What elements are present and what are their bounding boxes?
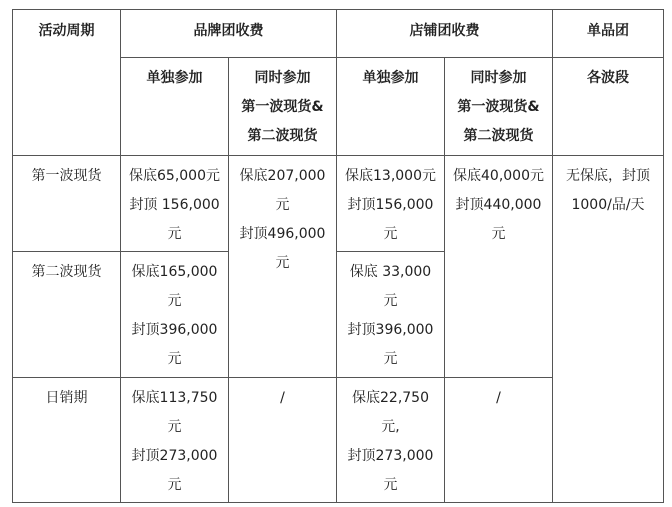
- header-brand-solo: [121, 58, 229, 156]
- header-store-group: [337, 10, 553, 58]
- header-store-joint-line: 第二波现货: [463, 128, 534, 144]
- cell-line: /: [496, 390, 501, 406]
- cell-line: 封顶156,000: [347, 197, 434, 213]
- cell-line: 保底65,000元: [129, 168, 220, 184]
- header-row-1: [13, 10, 664, 58]
- header-brand-joint: [229, 58, 337, 156]
- header-single-all-text: 各波段: [587, 70, 629, 86]
- cell-line: 封顶496,000: [239, 226, 326, 242]
- cell-single-all: [553, 156, 664, 503]
- cell-line: 元: [167, 293, 182, 309]
- header-store-joint-line: 第一波现货&: [457, 99, 540, 115]
- cell-line: 元: [383, 293, 398, 309]
- header-single-group-text: 单品团: [587, 23, 629, 39]
- header-store-joint-line: 同时参加: [470, 70, 527, 86]
- cell-line: 无保底，封顶: [566, 168, 650, 184]
- cell-line: 元: [167, 419, 182, 435]
- row-wave1: [13, 156, 664, 252]
- row-label-text: 第二波现货: [31, 264, 102, 280]
- row-label-wave1: [13, 156, 121, 252]
- header-store-solo-text: 单独参加: [362, 70, 419, 86]
- header-brand-joint-line: 第一波现货&: [241, 99, 324, 115]
- header-brand-joint-line: 同时参加: [254, 70, 311, 86]
- cell-wave1-store-solo: [337, 156, 445, 252]
- header-brand-joint-line: 第二波现货: [247, 128, 318, 144]
- cell-line: 封顶 156,000: [129, 197, 220, 213]
- cell-store-joint: [445, 156, 553, 378]
- cell-line: 封顶440,000: [455, 197, 542, 213]
- cell-line: 保底207,000: [239, 168, 326, 184]
- cell-line: 封顶273,000: [131, 448, 218, 464]
- row-label-daily: [13, 378, 121, 503]
- cell-line: 元: [383, 477, 398, 493]
- fee-table: [12, 9, 664, 503]
- header-period-text: 活动周期: [38, 23, 95, 39]
- cell-daily-brand-joint: [229, 378, 337, 503]
- row-label-text: 第一波现货: [31, 168, 102, 184]
- cell-daily-brand-solo: [121, 378, 229, 503]
- cell-line: 元: [383, 351, 398, 367]
- cell-daily-store-joint: [445, 378, 553, 503]
- cell-line: 封顶396,000: [131, 322, 218, 338]
- header-brand-group: [121, 10, 337, 58]
- header-brand-solo-text: 单独参加: [146, 70, 203, 86]
- cell-line: 元: [167, 477, 182, 493]
- row-label-wave2: [13, 252, 121, 378]
- header-single-all: [553, 58, 664, 156]
- header-store-group-text: 店铺团收费: [409, 23, 480, 39]
- cell-line: 保底 33,000: [349, 264, 432, 280]
- cell-line: 元: [491, 226, 506, 242]
- cell-line: 元: [275, 255, 290, 271]
- cell-line: /: [280, 390, 285, 406]
- header-single-group: [553, 10, 664, 58]
- cell-line: 封顶273,000: [347, 448, 434, 464]
- cell-line: 元: [167, 351, 182, 367]
- cell-line: 保底40,000元: [453, 168, 544, 184]
- cell-brand-joint: [229, 156, 337, 378]
- cell-line: 保底13,000元: [345, 168, 436, 184]
- cell-line: 封顶396,000: [347, 322, 434, 338]
- header-period: [13, 10, 121, 156]
- cell-wave2-brand-solo: [121, 252, 229, 378]
- cell-line: 元: [275, 197, 290, 213]
- row-label-text: 日销期: [45, 390, 88, 406]
- cell-line: 元: [383, 226, 398, 242]
- header-brand-group-text: 品牌团收费: [193, 23, 264, 39]
- cell-wave2-store-solo: [337, 252, 445, 378]
- header-store-joint: [445, 58, 553, 156]
- cell-line: 保底22,750: [352, 390, 429, 406]
- cell-line: 保底165,000: [131, 264, 218, 280]
- cell-wave1-brand-solo: [121, 156, 229, 252]
- cell-line: 元,: [381, 419, 400, 435]
- header-store-solo: [337, 58, 445, 156]
- cell-daily-store-solo: [337, 378, 445, 503]
- cell-line: 1000/品/天: [571, 197, 645, 213]
- cell-line: 元: [167, 226, 182, 242]
- cell-line: 保底113,750: [131, 390, 218, 406]
